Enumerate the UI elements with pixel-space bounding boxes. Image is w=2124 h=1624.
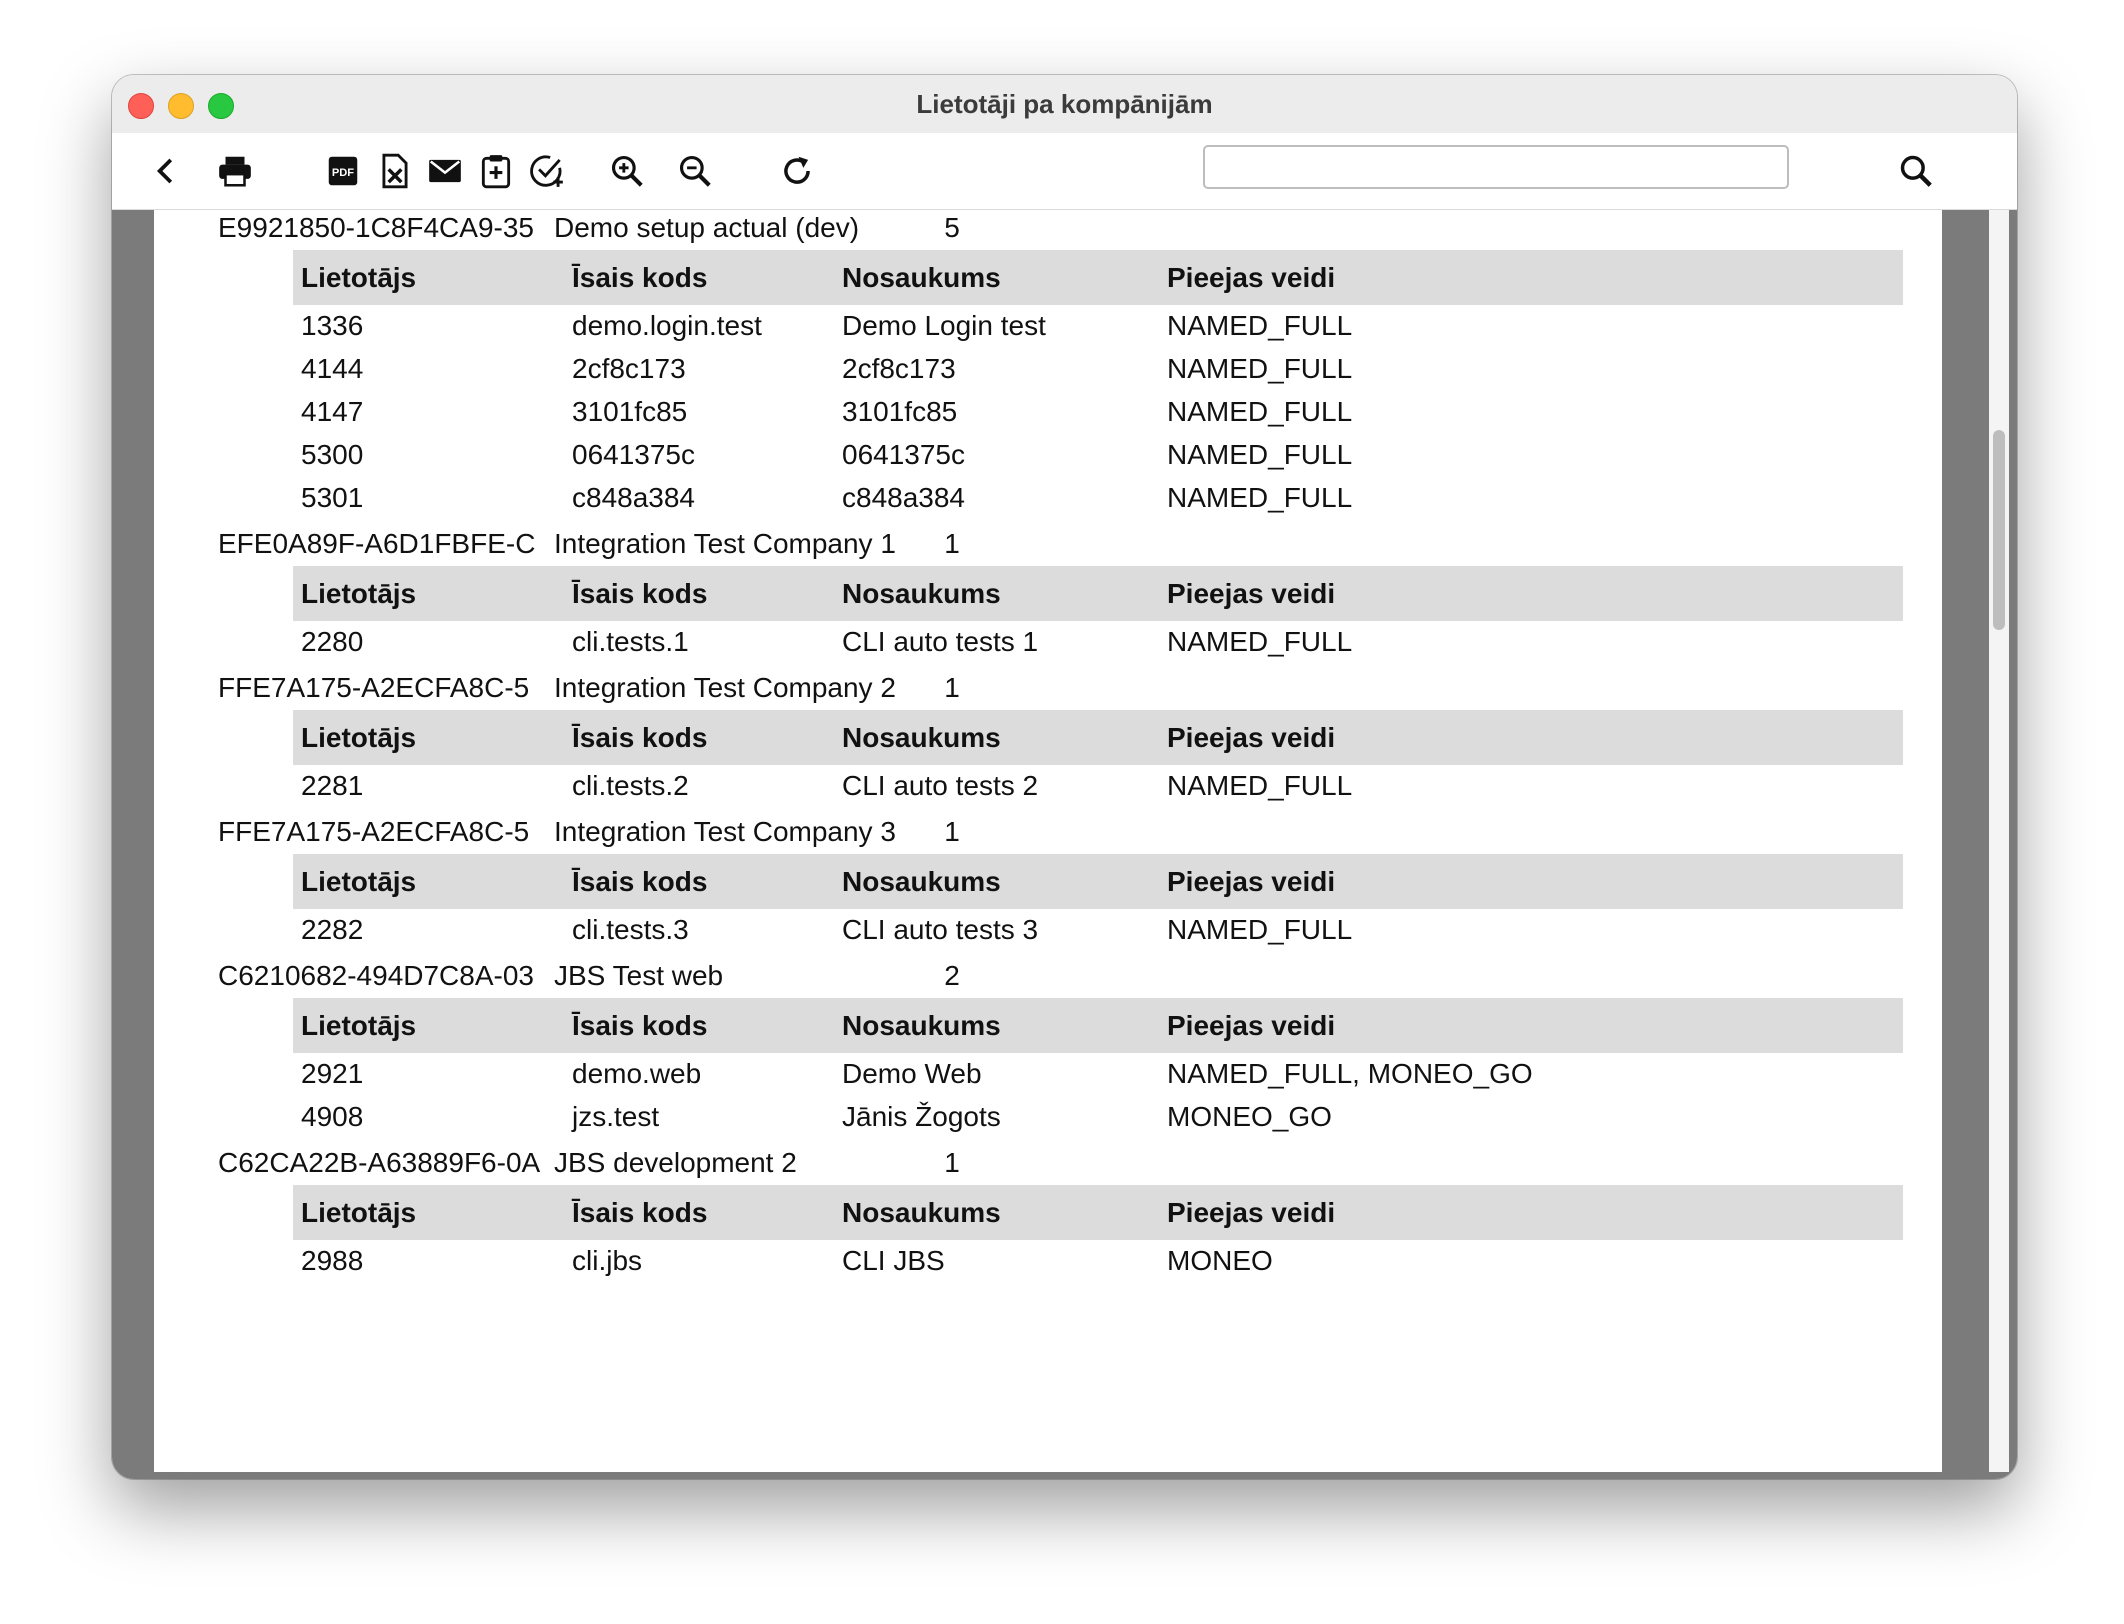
user-cell-user: 5301	[301, 482, 364, 513]
user-cell-short-code: cli.tests.1	[572, 626, 689, 657]
company-row	[154, 210, 1942, 250]
user-cell-name: c848a384	[842, 482, 966, 513]
user-cell-short-code: cli.jbs	[572, 1245, 643, 1276]
user-cell-short-code: 0641375c	[572, 439, 696, 470]
print-button[interactable]	[213, 149, 257, 193]
search-input[interactable]	[1203, 145, 1789, 189]
user-cell-access: MONEO_GO	[1167, 1101, 1332, 1132]
user-row	[154, 434, 1942, 477]
search-icon	[1897, 152, 1935, 190]
user-cell-name: Jānis Žogots	[842, 1101, 1001, 1132]
user-cell-user: 5300	[301, 439, 364, 470]
user-row	[154, 1053, 1942, 1096]
column-header-name: Nosaukums	[842, 1010, 1001, 1041]
company-name: JBS development 2	[554, 1147, 797, 1178]
user-row	[154, 305, 1942, 348]
user-cell-short-code: 2cf8c173	[572, 353, 686, 384]
company-row	[154, 1139, 1942, 1185]
column-header-user: Lietotājs	[301, 1197, 417, 1228]
column-header-short-code: Īsais kods	[572, 578, 708, 609]
user-cell-access: NAMED_FULL	[1167, 396, 1353, 427]
user-cell-name: Demo Web	[842, 1058, 982, 1089]
app-window	[112, 75, 2017, 1479]
user-cell-short-code: demo.web	[572, 1058, 702, 1089]
company-user-count: 2	[944, 960, 960, 991]
check-add-button[interactable]	[525, 149, 569, 193]
user-cell-access: NAMED_FULL	[1167, 770, 1353, 801]
company-code: FFE7A175-A2ECFA8C-5	[218, 672, 530, 703]
user-cell-short-code: 3101fc85	[572, 396, 688, 427]
zoom-out-icon	[676, 152, 714, 190]
company-code: FFE7A175-A2ECFA8C-5	[218, 816, 530, 847]
user-cell-access: NAMED_FULL, MONEO_GO	[1167, 1058, 1533, 1089]
user-cell-short-code: cli.tests.3	[572, 914, 689, 945]
company-name: Integration Test Company 2	[554, 672, 896, 703]
user-cell-user: 4144	[301, 353, 364, 384]
company-row	[154, 664, 1942, 710]
user-cell-access: NAMED_FULL	[1167, 626, 1353, 657]
column-header-access: Pieejas veidi	[1167, 262, 1336, 293]
scrollbar-thumb[interactable]	[1993, 430, 2005, 630]
column-header-access: Pieejas veidi	[1167, 1010, 1336, 1041]
pdf-icon	[324, 152, 362, 190]
user-row	[154, 391, 1942, 434]
users-table-header	[293, 250, 1903, 305]
column-header-name: Nosaukums	[842, 578, 1001, 609]
company-name: Demo setup actual (dev)	[554, 212, 860, 243]
pdf-button[interactable]	[321, 149, 365, 193]
users-table-header	[293, 710, 1903, 765]
refresh-icon	[778, 152, 816, 190]
column-header-user: Lietotājs	[301, 722, 417, 753]
user-cell-name: CLI auto tests 3	[842, 914, 1039, 945]
column-header-short-code: Īsais kods	[572, 1197, 708, 1228]
column-header-access: Pieejas veidi	[1167, 578, 1336, 609]
user-row	[154, 348, 1942, 391]
refresh-button[interactable]	[775, 149, 819, 193]
company-code: C6210682-494D7C8A-03	[218, 960, 534, 991]
company-code: C62CA22B-A63889F6-0A	[218, 1147, 541, 1178]
excel-icon	[376, 152, 414, 190]
company-row	[154, 808, 1942, 854]
company-user-count: 1	[944, 1147, 960, 1178]
user-cell-user: 2282	[301, 914, 364, 945]
user-row	[154, 909, 1942, 952]
column-header-short-code: Īsais kods	[572, 722, 708, 753]
company-user-count: 1	[944, 816, 960, 847]
column-header-user: Lietotājs	[301, 262, 417, 293]
column-header-user: Lietotājs	[301, 866, 417, 897]
print-icon	[216, 152, 254, 190]
vertical-scrollbar[interactable]	[1989, 210, 2009, 1472]
zoom-in-icon	[608, 152, 646, 190]
user-cell-user: 2281	[301, 770, 364, 801]
user-cell-access: NAMED_FULL	[1167, 310, 1353, 341]
clipboard-add-icon	[477, 152, 515, 190]
company-name: Integration Test Company 3	[554, 816, 896, 847]
email-button[interactable]	[423, 149, 467, 193]
report-content	[154, 210, 1942, 1283]
column-header-access: Pieejas veidi	[1167, 1197, 1336, 1228]
column-header-short-code: Īsais kods	[572, 866, 708, 897]
user-cell-name: CLI JBS	[842, 1245, 945, 1276]
user-cell-short-code: jzs.test	[572, 1101, 660, 1132]
user-cell-user: 2921	[301, 1058, 364, 1089]
user-cell-access: NAMED_FULL	[1167, 482, 1353, 513]
column-header-user: Lietotājs	[301, 1010, 417, 1041]
company-row	[154, 952, 1942, 998]
zoom-out-button[interactable]	[673, 149, 717, 193]
user-cell-access: MONEO	[1167, 1245, 1273, 1276]
users-table-header	[293, 566, 1903, 621]
company-row	[154, 520, 1942, 566]
user-row	[154, 621, 1942, 664]
zoom-in-button[interactable]	[605, 149, 649, 193]
column-header-short-code: Īsais kods	[572, 1010, 708, 1041]
user-cell-access: NAMED_FULL	[1167, 353, 1353, 384]
user-cell-name: 0641375c	[842, 439, 966, 470]
search-button[interactable]	[1894, 149, 1938, 193]
column-header-name: Nosaukums	[842, 722, 1001, 753]
check-add-icon	[528, 152, 566, 190]
svg-text:PDF: PDF	[331, 166, 355, 179]
company-name: Integration Test Company 1	[554, 528, 896, 559]
column-header-access: Pieejas veidi	[1167, 722, 1336, 753]
user-cell-user: 2280	[301, 626, 364, 657]
user-cell-name: Demo Login test	[842, 310, 1046, 341]
user-cell-user: 1336	[301, 310, 364, 341]
user-cell-access: NAMED_FULL	[1167, 914, 1353, 945]
user-cell-name: 2cf8c173	[842, 353, 956, 384]
column-header-user: Lietotājs	[301, 578, 417, 609]
user-cell-name: CLI auto tests 2	[842, 770, 1039, 801]
company-name: JBS Test web	[554, 960, 724, 991]
window-title: Lietotāji pa kompānijām	[916, 89, 1213, 119]
column-header-name: Nosaukums	[842, 866, 1001, 897]
user-row	[154, 1240, 1942, 1283]
user-cell-access: NAMED_FULL	[1167, 439, 1353, 470]
user-cell-user: 4908	[301, 1101, 364, 1132]
column-header-short-code: Īsais kods	[572, 262, 708, 293]
document-viewport[interactable]	[112, 210, 2017, 1479]
back-icon	[147, 152, 185, 190]
report-page	[154, 210, 1942, 1472]
column-header-name: Nosaukums	[842, 1197, 1001, 1228]
user-cell-name: 3101fc85	[842, 396, 958, 427]
column-header-name: Nosaukums	[842, 262, 1001, 293]
excel-export-button[interactable]	[373, 149, 417, 193]
user-cell-short-code: cli.tests.2	[572, 770, 689, 801]
clipboard-add-button[interactable]	[474, 149, 518, 193]
company-user-count: 5	[944, 212, 960, 243]
user-row	[154, 1096, 1942, 1139]
user-cell-name: CLI auto tests 1	[842, 626, 1039, 657]
company-user-count: 1	[944, 672, 960, 703]
back-button[interactable]	[144, 149, 188, 193]
company-user-count: 1	[944, 528, 960, 559]
company-code: EFE0A89F-A6D1FBFE-C	[218, 528, 536, 559]
mail-icon	[426, 152, 464, 190]
toolbar	[112, 133, 2017, 210]
company-code: E9921850-1C8F4CA9-35	[218, 212, 534, 243]
user-row	[154, 765, 1942, 808]
users-table-header	[293, 998, 1903, 1053]
user-cell-user: 2988	[301, 1245, 364, 1276]
title-bar	[112, 75, 2017, 134]
users-table-header	[293, 1185, 1903, 1240]
user-cell-short-code: demo.login.test	[572, 310, 762, 341]
user-row	[154, 477, 1942, 520]
column-header-access: Pieejas veidi	[1167, 866, 1336, 897]
users-table-header	[293, 854, 1903, 909]
user-cell-short-code: c848a384	[572, 482, 696, 513]
user-cell-user: 4147	[301, 396, 364, 427]
